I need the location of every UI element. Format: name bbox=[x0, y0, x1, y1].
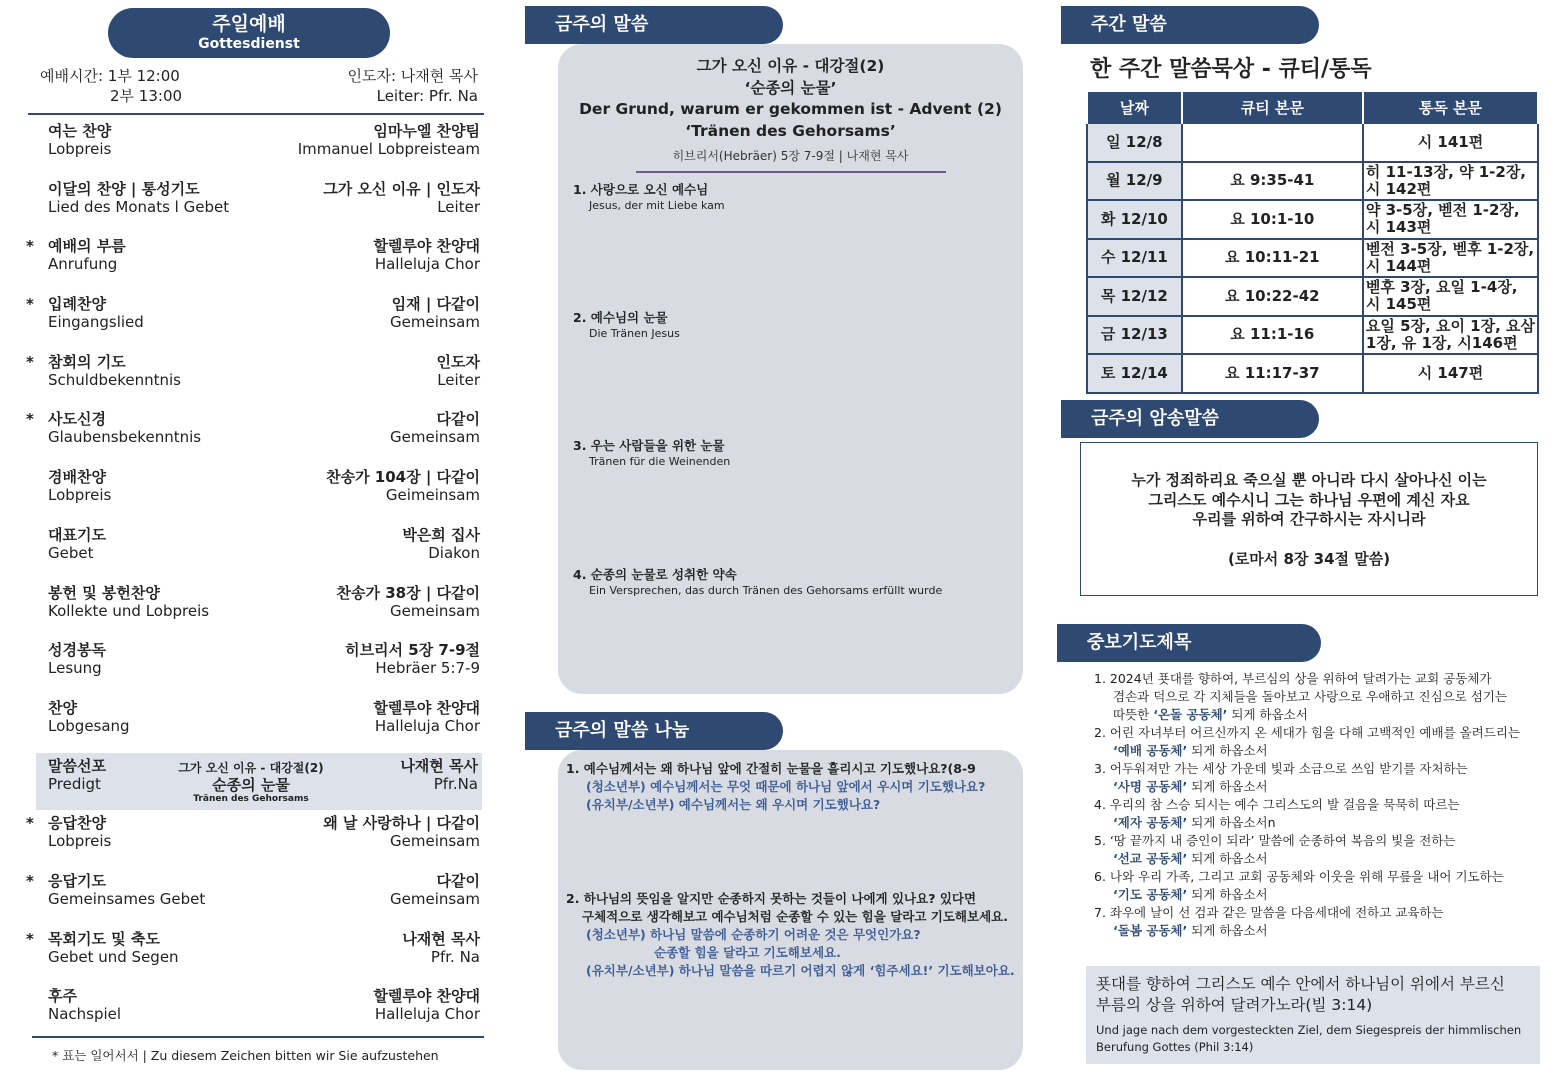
order-rko: 찬송가 104장 | 다같이 bbox=[326, 468, 480, 487]
table-row bbox=[1087, 123, 1538, 162]
prayer-item bbox=[1094, 760, 1534, 796]
sermon-point-de: Jesus, der mit Liebe kam bbox=[589, 199, 725, 212]
order-de: Gebet und Segen bbox=[48, 947, 179, 966]
order-star: * bbox=[26, 237, 34, 256]
prayer-tab: 중보기도제목 bbox=[1057, 624, 1321, 662]
prayer-line: 겸손과 덕으로 각 지체들을 돌아보고 사랑으로 우애하고 진심으로 섬기는 bbox=[1113, 689, 1508, 704]
order-de: Lesung bbox=[48, 659, 102, 678]
memory-verse-box bbox=[1080, 442, 1538, 596]
prayer-item bbox=[1094, 868, 1534, 904]
prayer-list bbox=[1094, 670, 1534, 940]
bottom-verse-de-line: Berufung Gottes (Phil 3:14) bbox=[1096, 1040, 1254, 1054]
order-rde: Hebräer 5:7-9 bbox=[375, 659, 480, 678]
order-row bbox=[24, 983, 486, 1041]
sermon-point-ko: 2. 예수님의 눈물 bbox=[573, 310, 668, 325]
cell-qt: 요 9:35-41 bbox=[1182, 162, 1363, 201]
cell-qt: 요 10:22-42 bbox=[1182, 277, 1363, 316]
order-rko: 임마누엘 찬양팀 bbox=[373, 122, 480, 140]
divider bbox=[32, 1036, 484, 1038]
sermon-point bbox=[573, 565, 942, 597]
sermon-point bbox=[573, 436, 730, 468]
prayer-line bbox=[1094, 814, 1534, 832]
cell-tong: 시 147편 bbox=[1363, 354, 1538, 393]
order-de: Lobgesang bbox=[48, 716, 130, 735]
cell-day: 일 12/8 bbox=[1087, 123, 1182, 162]
prayer-line: 1. 2024년 푯대를 향하여, 부르심의 상을 위하여 달려가는 교회 공동체가 bbox=[1094, 671, 1492, 686]
order-rde: Leiter bbox=[437, 197, 480, 216]
prayer-line: 2. 어린 자녀부터 어르신까지 온 세대가 힘을 다해 고백적인 예배를 올려드리는 bbox=[1094, 725, 1520, 740]
cell-day: 수 12/11 bbox=[1087, 239, 1182, 278]
order-ko: 응답찬양 bbox=[48, 814, 106, 833]
cell-qt: 요 11:17-37 bbox=[1182, 354, 1363, 393]
table-row bbox=[1087, 239, 1538, 278]
order-row bbox=[24, 176, 486, 234]
prayer-highlight: ‘돌봄 공동체’ bbox=[1113, 923, 1188, 938]
order-row bbox=[24, 580, 486, 638]
order-ko: 여는 찬양 bbox=[48, 122, 112, 140]
order-rko: 박은희 집사 bbox=[402, 525, 480, 544]
order-list bbox=[24, 118, 486, 1041]
prayer-text: 되게 하옵소서 bbox=[1187, 923, 1268, 938]
order-ko: 찬양 bbox=[48, 698, 77, 717]
cell-qt: 요 10:1-10 bbox=[1182, 200, 1363, 239]
order-rko: 다같이 bbox=[436, 871, 480, 890]
order-row bbox=[24, 464, 486, 522]
bottom-verse-de-line: Und jage nach dem vorgesteckten Ziel, dem Siegespreis der himmlischen bbox=[1096, 1023, 1522, 1037]
order-rko: 찬송가 38장 | 다같이 bbox=[336, 583, 480, 602]
table-row bbox=[1087, 200, 1538, 239]
prayer-line: 3. 어두워져만 가는 세상 가운데 빛과 소금으로 쓰임 받기를 자처하는 bbox=[1094, 761, 1468, 776]
memory-verse-tab: 금주의 암송말씀 bbox=[1061, 400, 1319, 438]
sermon-point bbox=[573, 180, 725, 212]
order-star: * bbox=[26, 410, 34, 429]
order-row bbox=[24, 118, 486, 176]
order-de: Kollekte und Lobpreis bbox=[48, 601, 210, 620]
header-qt: 큐티 본문 bbox=[1182, 91, 1363, 123]
question-youth: (청소년부) 하나님 말씀에 순종하기 어려운 것은 무엇인가요? bbox=[586, 927, 921, 942]
prayer-highlight: ‘온돌 공동체’ bbox=[1153, 707, 1228, 722]
order-ko: 말씀선포 bbox=[48, 756, 106, 775]
prayer-line bbox=[1094, 742, 1534, 760]
prayer-line bbox=[1094, 886, 1534, 904]
order-rko: 인도자 bbox=[436, 352, 480, 371]
order-row bbox=[24, 291, 486, 349]
order-de: Gebet bbox=[48, 543, 94, 562]
cell-tong: 벧전 3-5장, 벧후 1-2장, 시 144편 bbox=[1363, 239, 1538, 278]
weekly-tab: 주간 말씀 bbox=[1061, 6, 1319, 44]
order-rde: Leiter bbox=[437, 370, 480, 389]
cell-day: 금 12/13 bbox=[1087, 316, 1182, 355]
prayer-line: 7. 좌우에 날이 선 검과 같은 말씀을 다음세대에 전하고 교육하는 bbox=[1094, 905, 1444, 920]
sharing-question-1 bbox=[566, 760, 985, 814]
order-rde: Gemeinsam bbox=[390, 832, 480, 851]
order-row bbox=[24, 349, 486, 407]
worship-order-column bbox=[24, 0, 486, 1080]
prayer-line bbox=[1094, 922, 1534, 940]
prayer-text: 되게 하옵소서 bbox=[1187, 887, 1268, 902]
leader-de: Leiter: Pfr. Na bbox=[376, 87, 478, 105]
order-de: Lobpreis bbox=[48, 140, 112, 158]
table-row bbox=[1087, 277, 1538, 316]
order-rko: 나재현 목사 bbox=[400, 756, 478, 775]
cell-tong: 시 141편 bbox=[1363, 123, 1538, 162]
table-row bbox=[1087, 354, 1538, 393]
order-ko: 입례찬양 bbox=[48, 295, 106, 314]
prayer-highlight: ‘선교 공동체’ bbox=[1113, 851, 1188, 866]
prayer-item bbox=[1094, 832, 1534, 868]
order-star: * bbox=[26, 929, 34, 948]
leader-ko: 인도자: 나재현 목사 bbox=[347, 67, 478, 85]
order-ko: 대표기도 bbox=[48, 525, 106, 544]
order-row bbox=[24, 637, 486, 695]
order-ko: 예배의 부름 bbox=[48, 237, 126, 256]
cell-qt: 요 10:11-21 bbox=[1182, 239, 1363, 278]
question-main: 1. 예수님께서는 왜 하나님 앞에 간절히 눈물을 흘리시고 기도했나요?(8-9 bbox=[566, 761, 976, 776]
order-rko: 왜 날 사랑하나 | 다같이 bbox=[323, 814, 480, 833]
sermon-subtitle-de: ‘Tränen des Gehorsams’ bbox=[685, 121, 896, 140]
order-row bbox=[24, 233, 486, 291]
sermon-box bbox=[558, 44, 1023, 694]
order-rde: Gemeinsam bbox=[390, 428, 480, 447]
service-time-2: 2부 13:00 bbox=[110, 87, 183, 105]
order-rko: 임재 | 다같이 bbox=[391, 295, 480, 314]
question-youth-cont: 순종할 힘을 달라고 기도해보세요. bbox=[654, 945, 841, 960]
cell-tong: 요일 5장, 요이 1장, 요삼 1장, 유 1장, 시146편 bbox=[1363, 316, 1538, 355]
sermon-title-m1: 그가 오신 이유 - 대강절(2) bbox=[178, 760, 324, 775]
order-de: Predigt bbox=[48, 774, 101, 793]
cell-qt bbox=[1182, 123, 1363, 162]
memory-verse-line: 그리스도 예수시니 그는 하나님 우편에 계신 자요 bbox=[1148, 490, 1470, 509]
memory-verse-reference: (로마서 8장 34절 말씀) bbox=[1227, 549, 1391, 568]
sermon-reference: 히브리서(Hebräer) 5장 7-9절 | 나재현 목사 bbox=[672, 149, 909, 163]
order-row bbox=[24, 406, 486, 464]
order-de: Schuldbekenntnis bbox=[48, 370, 181, 389]
worship-subtitle: Gottesdienst bbox=[198, 36, 300, 52]
sermon-point-ko: 3. 우는 사람들을 위한 눈물 bbox=[573, 438, 725, 453]
sharing-tab: 금주의 말씀 나눔 bbox=[525, 712, 783, 750]
service-time-block bbox=[40, 66, 478, 110]
order-rde: Pfr.Na bbox=[433, 774, 478, 793]
sermon-title-block bbox=[166, 759, 336, 804]
order-de: Lobpreis bbox=[48, 486, 112, 505]
header-reading: 통독 본문 bbox=[1363, 91, 1538, 123]
cell-qt: 요 11:1-16 bbox=[1182, 316, 1363, 355]
order-de: Glaubensbekenntnis bbox=[48, 428, 202, 447]
table-row bbox=[1087, 162, 1538, 201]
order-rde: Halleluja Chor bbox=[374, 255, 480, 274]
order-de: Gemeinsames Gebet bbox=[48, 889, 206, 908]
prayer-line bbox=[1094, 706, 1534, 724]
sermon-point-de: Ein Versprechen, das durch Tränen des Gehorsams erfüllt wurde bbox=[589, 584, 943, 597]
order-rde: Gemeinsam bbox=[390, 313, 480, 332]
divider bbox=[28, 113, 484, 115]
sermon-point-de: Tränen für die Weinenden bbox=[589, 455, 731, 468]
prayer-highlight: ‘사명 공동체’ bbox=[1113, 779, 1188, 794]
sermon-point-ko: 4. 순종의 눈물로 성취한 약속 bbox=[573, 567, 737, 582]
bottom-verse-ko-line: 부름의 상을 위하여 달려가노라(빌 3:14) bbox=[1096, 996, 1373, 1014]
order-row bbox=[24, 810, 486, 868]
order-de: Anrufung bbox=[48, 255, 118, 274]
order-rde: Gemeinsam bbox=[390, 601, 480, 620]
order-rko: 할렐루야 찬양대 bbox=[373, 698, 480, 717]
footnote: * 표는 일어서서 | Zu diesem Zeichen bitten wir Sie aufzustehen bbox=[52, 1048, 439, 1063]
prayer-line: 4. 우리의 참 스승 되시는 예수 그리스도의 발 걸음을 묵묵히 따르는 bbox=[1094, 797, 1460, 812]
order-row bbox=[24, 695, 486, 753]
prayer-highlight: ‘기도 공동체’ bbox=[1113, 887, 1188, 902]
prayer-text: 되게 하옵소서n bbox=[1187, 815, 1276, 830]
sermon-title-de: Der Grund, warum er gekommen ist - Advent (2) bbox=[579, 100, 1002, 118]
order-rde: Immanuel Lobpreisteam bbox=[297, 140, 480, 158]
order-rko: 할렐루야 찬양대 bbox=[373, 237, 480, 256]
order-rde: Halleluja Chor bbox=[374, 716, 480, 735]
table-row bbox=[1087, 316, 1538, 355]
order-de: Lied des Monats l Gebet bbox=[48, 197, 230, 216]
order-rko: 다같이 bbox=[436, 410, 480, 429]
question-main: 2. 하나님의 뜻임을 알지만 순종하지 못하는 것들이 나에게 있나요? 있다면 bbox=[566, 891, 977, 906]
service-time-1: 예배시간: 1부 12:00 bbox=[40, 67, 180, 85]
order-row bbox=[24, 868, 486, 926]
order-rde: Pfr. Na bbox=[430, 947, 480, 966]
prayer-item bbox=[1094, 904, 1534, 940]
prayer-highlight: ‘제자 공동체’ bbox=[1113, 815, 1188, 830]
order-rko: 그가 오신 이유 | 인도자 bbox=[323, 179, 480, 198]
order-de: Lobpreis bbox=[48, 832, 112, 851]
sermon-title-ko: 그가 오신 이유 - 대강절(2) bbox=[696, 57, 885, 75]
sermon-point-de: Die Tränen Jesus bbox=[589, 327, 680, 340]
order-star: * bbox=[26, 814, 34, 833]
order-rko: 할렐루야 찬양대 bbox=[373, 987, 480, 1006]
cell-tong: 벧후 3장, 요일 1-4장, 시 145편 bbox=[1363, 277, 1538, 316]
order-ko: 경배찬양 bbox=[48, 468, 106, 487]
header-date: 날짜 bbox=[1087, 91, 1182, 123]
prayer-text: 되게 하옵소서 bbox=[1187, 743, 1268, 758]
order-ko: 후주 bbox=[48, 987, 77, 1006]
prayer-highlight: ‘예배 공동체’ bbox=[1113, 743, 1188, 758]
cell-day: 목 12/12 bbox=[1087, 277, 1182, 316]
cell-day: 화 12/10 bbox=[1087, 200, 1182, 239]
order-ko: 이달의 찬양 | 통성기도 bbox=[48, 179, 200, 198]
worship-title-pill bbox=[108, 8, 390, 58]
sermon-point-ko: 1. 사랑으로 오신 예수님 bbox=[573, 182, 709, 197]
order-ko: 봉헌 및 봉헌찬양 bbox=[48, 583, 160, 602]
order-ko: 응답기도 bbox=[48, 871, 106, 890]
prayer-item bbox=[1094, 670, 1534, 724]
order-star: * bbox=[26, 352, 34, 371]
sharing-question-2 bbox=[566, 890, 1015, 980]
sharing-box bbox=[558, 750, 1023, 1070]
memory-verse-line: 우리를 위하여 간구하시는 자시니라 bbox=[1192, 510, 1426, 528]
order-row bbox=[24, 926, 486, 984]
order-rko: 히브리서 5장 7-9절 bbox=[345, 641, 480, 660]
worship-title: 주일예배 bbox=[212, 13, 286, 35]
order-rde: Diakon bbox=[428, 543, 480, 562]
bottom-verse-ko-line: 푯대를 향하여 그리스도 예수 안에서 하나님이 위에서 부르신 bbox=[1096, 975, 1505, 993]
sermon-point bbox=[573, 308, 680, 340]
cell-tong: 히 11-13장, 약 1-2장, 시 142편 bbox=[1363, 162, 1538, 201]
order-ko: 사도신경 bbox=[48, 410, 106, 429]
order-rde: Gemeinsam bbox=[390, 889, 480, 908]
order-rde: Halleluja Chor bbox=[374, 1005, 480, 1024]
bottom-verse-de bbox=[1096, 1022, 1540, 1056]
sermon-title-m2: 순종의 눈물 bbox=[212, 775, 290, 794]
prayer-text: 따뜻한 bbox=[1113, 707, 1154, 722]
order-ko: 참회의 기도 bbox=[48, 352, 126, 371]
divider bbox=[636, 171, 946, 173]
cell-day: 토 12/14 bbox=[1087, 354, 1182, 393]
bottom-verse-ko bbox=[1096, 974, 1540, 1016]
order-de: Nachspiel bbox=[48, 1005, 122, 1024]
order-star: * bbox=[26, 871, 34, 890]
prayer-line bbox=[1094, 850, 1534, 868]
prayer-item bbox=[1094, 796, 1534, 832]
prayer-line bbox=[1094, 778, 1534, 796]
prayer-line: 6. 나와 우리 가족, 그리고 교회 공동체와 이웃을 위해 무릎을 내어 기도하는 bbox=[1094, 869, 1504, 884]
prayer-item bbox=[1094, 724, 1534, 760]
order-ko: 목회기도 및 축도 bbox=[48, 929, 160, 948]
question-kids: (유치부/소년부) 하나님 말씀을 따르기 어렵지 않게 ‘힘주세요!’ 기도해보아요. bbox=[586, 963, 1015, 978]
cell-tong: 약 3-5장, 벧전 1-2장, 시 143편 bbox=[1363, 200, 1538, 239]
question-kids: (유치부/소년부) 예수님께서는 왜 우시며 기도했나요? bbox=[586, 797, 881, 812]
reading-schedule-table bbox=[1086, 90, 1539, 394]
sermon-title-m3: Tränen des Gehorsams bbox=[193, 793, 309, 804]
prayer-text: 되게 하옵소서 bbox=[1227, 707, 1308, 722]
order-rko: 나재현 목사 bbox=[402, 929, 480, 948]
cell-day: 월 12/9 bbox=[1087, 162, 1182, 201]
sermon-subtitle-ko: ‘순종의 눈물’ bbox=[744, 78, 837, 97]
prayer-line: 5. ‘땅 끝까지 내 증인이 되라’ 말씀에 순종하여 복음의 빛을 전하는 bbox=[1094, 833, 1456, 848]
question-main-cont: 구체적으로 생각해보고 예수님처럼 순종할 수 있는 힘을 달라고 기도해보세요. bbox=[582, 909, 1008, 924]
order-row-sermon bbox=[36, 753, 482, 811]
table-header-row bbox=[1087, 91, 1538, 123]
order-de: Eingangslied bbox=[48, 313, 144, 332]
order-ko: 성경봉독 bbox=[48, 641, 106, 660]
bottom-verse-box bbox=[1086, 966, 1540, 1064]
order-star: * bbox=[26, 295, 34, 314]
sermon-tab: 금주의 말씀 bbox=[525, 6, 783, 44]
order-rde: Geimeinsam bbox=[385, 486, 480, 505]
memory-verse-line: 누가 정죄하리요 죽으실 뿐 아니라 다시 살아나신 이는 bbox=[1131, 471, 1487, 489]
prayer-text: 되게 하옵소서 bbox=[1187, 851, 1268, 866]
order-row bbox=[24, 522, 486, 580]
prayer-text: 되게 하옵소서 bbox=[1187, 779, 1268, 794]
weekly-title: 한 주간 말씀묵상 - 큐티/통독 bbox=[1090, 57, 1372, 82]
question-youth: (청소년부) 예수님께서는 무엇 때문에 하나님 앞에서 우시며 기도했나요? bbox=[586, 779, 986, 794]
